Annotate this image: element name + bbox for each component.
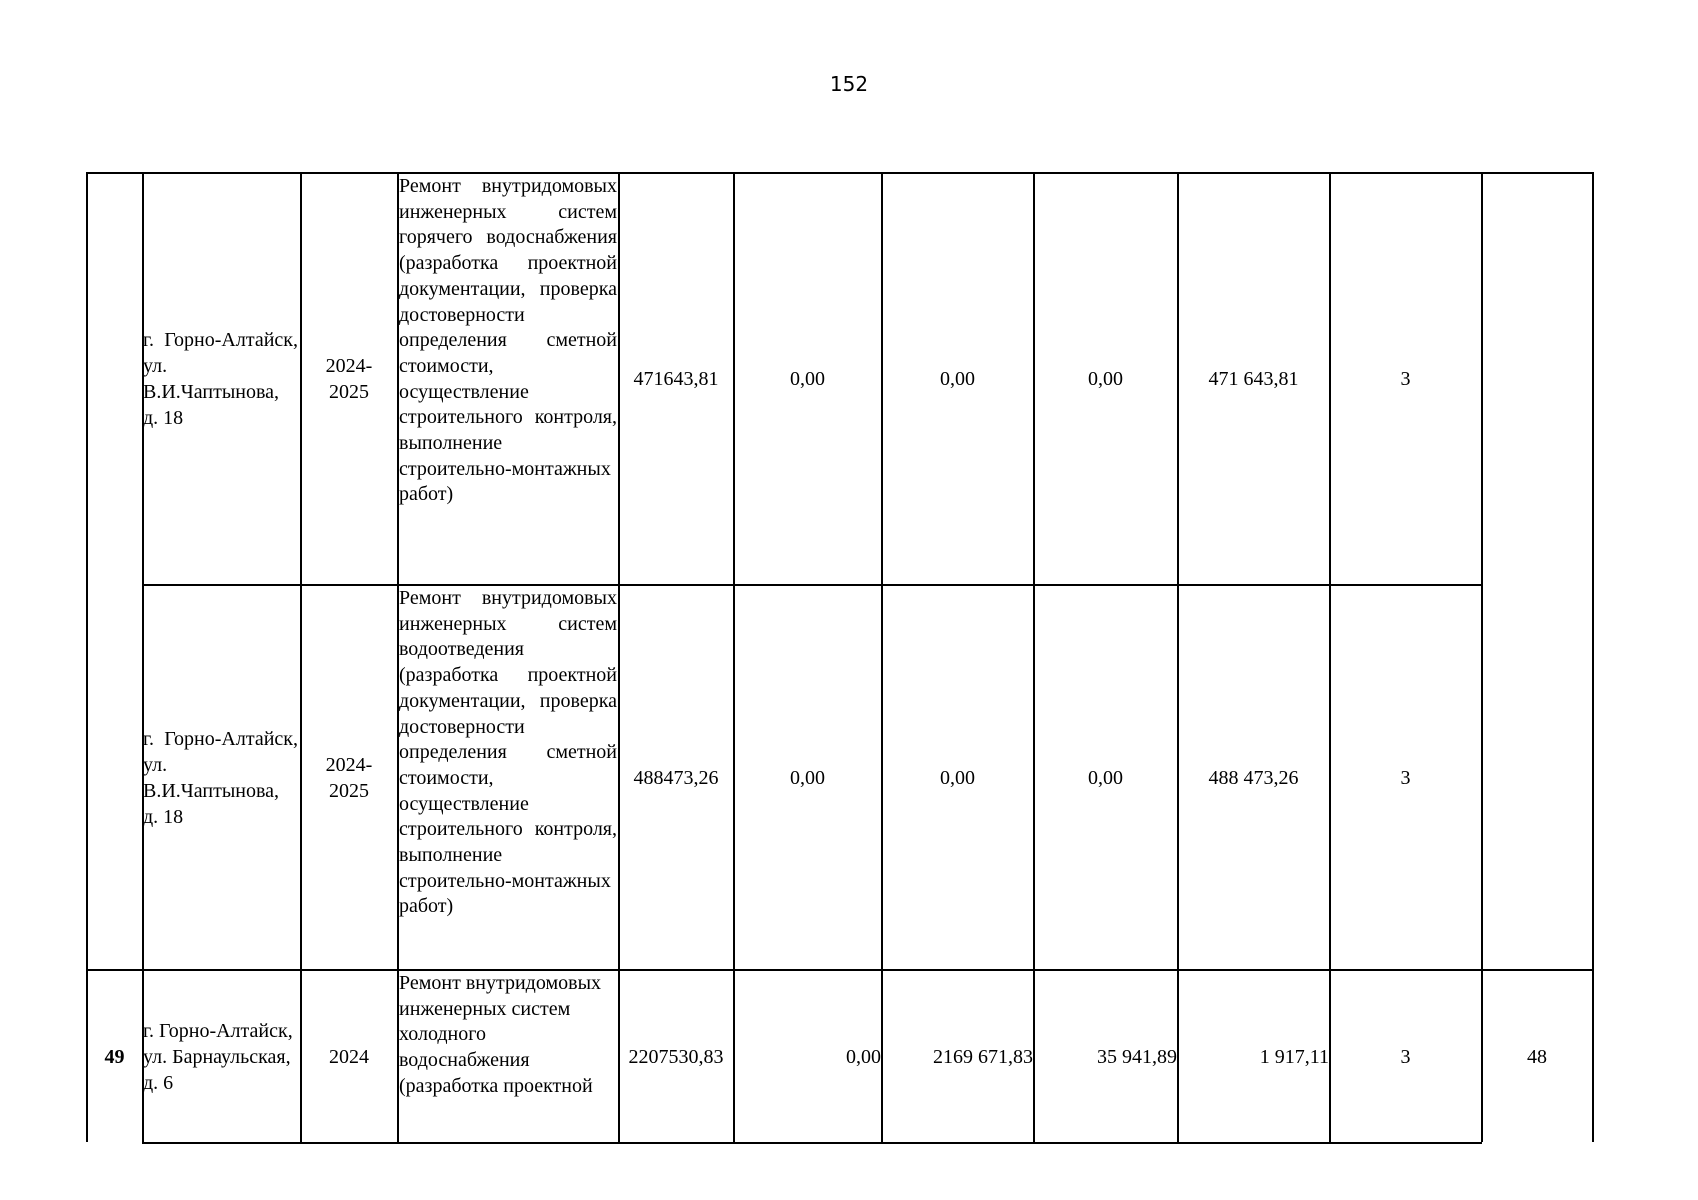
reference-cell: 48 xyxy=(1527,1045,1547,1068)
method-cell: 3 xyxy=(1400,368,1411,390)
page-number: 152 xyxy=(829,72,869,96)
address-cell: г. Горно-Алтайск, ул. Барнаульская, д. 6 xyxy=(143,1019,293,1094)
period-cell: 2024 xyxy=(329,1045,369,1068)
address-cell: г. Горно-Алтайск, ул. В.И.Чаптынова, д. 18 xyxy=(143,329,298,429)
total-cost-cell: 2207530,83 xyxy=(628,1045,724,1068)
owners-funds-cell: 488 473,26 xyxy=(1208,766,1299,789)
owners-funds-cell: 471 643,81 xyxy=(1208,368,1299,390)
period-cell: 2024-2025 xyxy=(325,355,373,403)
total-cost-cell: 488473,26 xyxy=(633,766,719,789)
method-cell: 3 xyxy=(1400,1045,1411,1068)
budget-2-cell: 0,00 xyxy=(1088,766,1123,789)
fund-cell: 0,00 xyxy=(790,368,825,390)
address-cell: г. Горно-Алтайск, ул. В.И.Чаптынова, д. 18 xyxy=(143,727,298,828)
budget-2-cell: 0,00 xyxy=(1088,368,1123,390)
row-number-cell: 49 xyxy=(104,1045,125,1068)
work-description-cell: Ремонт внутридомовых инженерных систем горячего водоснабжения (разработка проектной документации, проверка достоверности определения сметной стоимости, осуществление строительного контроля, выполнение строительно-монтажных работ) xyxy=(399,175,617,506)
method-cell: 3 xyxy=(1400,766,1411,789)
total-cost-cell: 471643,81 xyxy=(633,368,719,390)
budget-2-cell: 35 941,89 xyxy=(1097,1045,1177,1068)
budget-1-cell: 0,00 xyxy=(940,368,975,390)
work-description-cell: Ремонт внутридомовых инженерных систем водоотведения (разработка проектной документации, проверка достоверности определения сметной стоимости, осуществление строительного контроля, выполнение строительно-монтажных работ) xyxy=(399,587,617,918)
owners-funds-cell: 1 917,11 xyxy=(1259,1045,1329,1068)
budget-1-cell: 2169 671,83 xyxy=(933,1045,1033,1068)
fund-cell: 0,00 xyxy=(790,766,825,789)
fund-cell: 0,00 xyxy=(846,1045,881,1068)
budget-1-cell: 0,00 xyxy=(940,766,975,789)
period-cell: 2024-2025 xyxy=(325,753,373,802)
work-description-cell: Ремонт внутридомовых инженерных систем холодного водоснабжения (разработка проектной xyxy=(399,972,602,1097)
